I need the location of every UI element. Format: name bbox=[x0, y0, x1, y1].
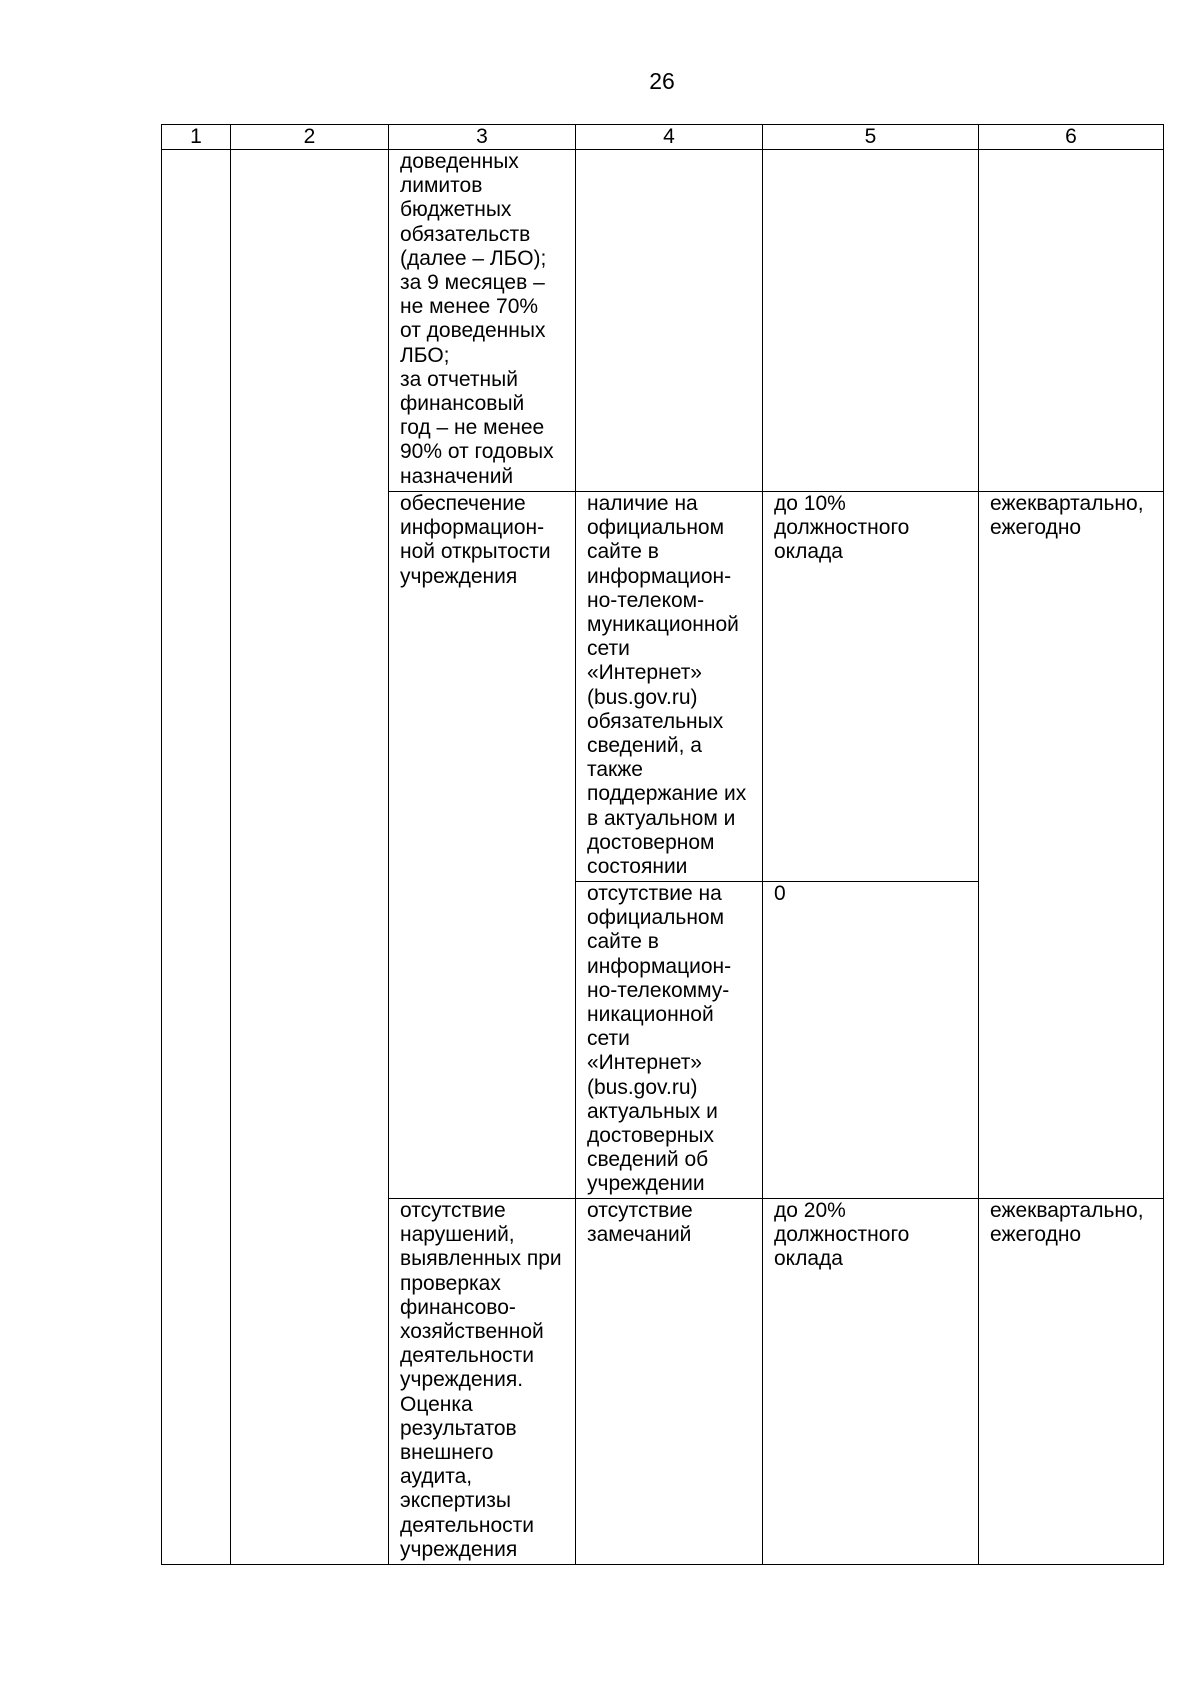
amount-cell: до 20% должностного оклада bbox=[763, 1199, 979, 1565]
condition-cell bbox=[576, 150, 763, 492]
period-cell: ежеквартально, ежегодно bbox=[979, 492, 1164, 1199]
condition-cell: отсутствие замечаний bbox=[576, 1199, 763, 1565]
column-header-1: 1 bbox=[162, 125, 231, 150]
period-cell: ежеквартально, ежегодно bbox=[979, 1199, 1164, 1565]
condition-cell: отсутствие на официальном сайте в информацион- но-телекомму- никационной сети «Интернет» (bus.gov.ru) актуальных и достоверных сведений об учреждении bbox=[576, 882, 763, 1199]
period-cell bbox=[979, 150, 1164, 492]
table-row bbox=[162, 150, 1164, 492]
amount-cell: до 10% должностного оклада bbox=[763, 492, 979, 882]
column-header-6: 6 bbox=[979, 125, 1164, 150]
condition-cell: наличие на официальном сайте в информацион- но-телеком- муникационной сети «Интернет» (bus.gov.ru) обязательных сведений, а также поддержание их в актуальном и достоверном состоянии bbox=[576, 492, 763, 882]
criterion-cell: отсутствие нарушений, выявленных при проверках финансово- хозяйственной деятельности учреждения. Оценка результатов внешнего аудита, экспертизы деятельности учреждения bbox=[389, 1199, 576, 1565]
criterion-cell: обеспечение информацион- ной открытости учреждения bbox=[389, 492, 576, 1199]
column-header-2: 2 bbox=[231, 125, 389, 150]
col1-cell bbox=[162, 150, 231, 1565]
col2-cell bbox=[231, 150, 389, 1565]
page-number: 26 bbox=[649, 68, 675, 94]
column-header-5: 5 bbox=[763, 125, 979, 150]
column-header-3: 3 bbox=[389, 125, 576, 150]
amount-cell bbox=[763, 150, 979, 492]
column-header-4: 4 bbox=[576, 125, 763, 150]
criterion-cell: доведенных лимитов бюджетных обязательств (далее – ЛБО); за 9 месяцев – не менее 70% от доведенных ЛБО; за отчетный финансовый год – не менее 90% от годовых назначений bbox=[389, 150, 576, 492]
amount-cell: 0 bbox=[763, 882, 979, 1199]
table-header-row bbox=[162, 125, 1164, 150]
criteria-table bbox=[161, 124, 1164, 1565]
